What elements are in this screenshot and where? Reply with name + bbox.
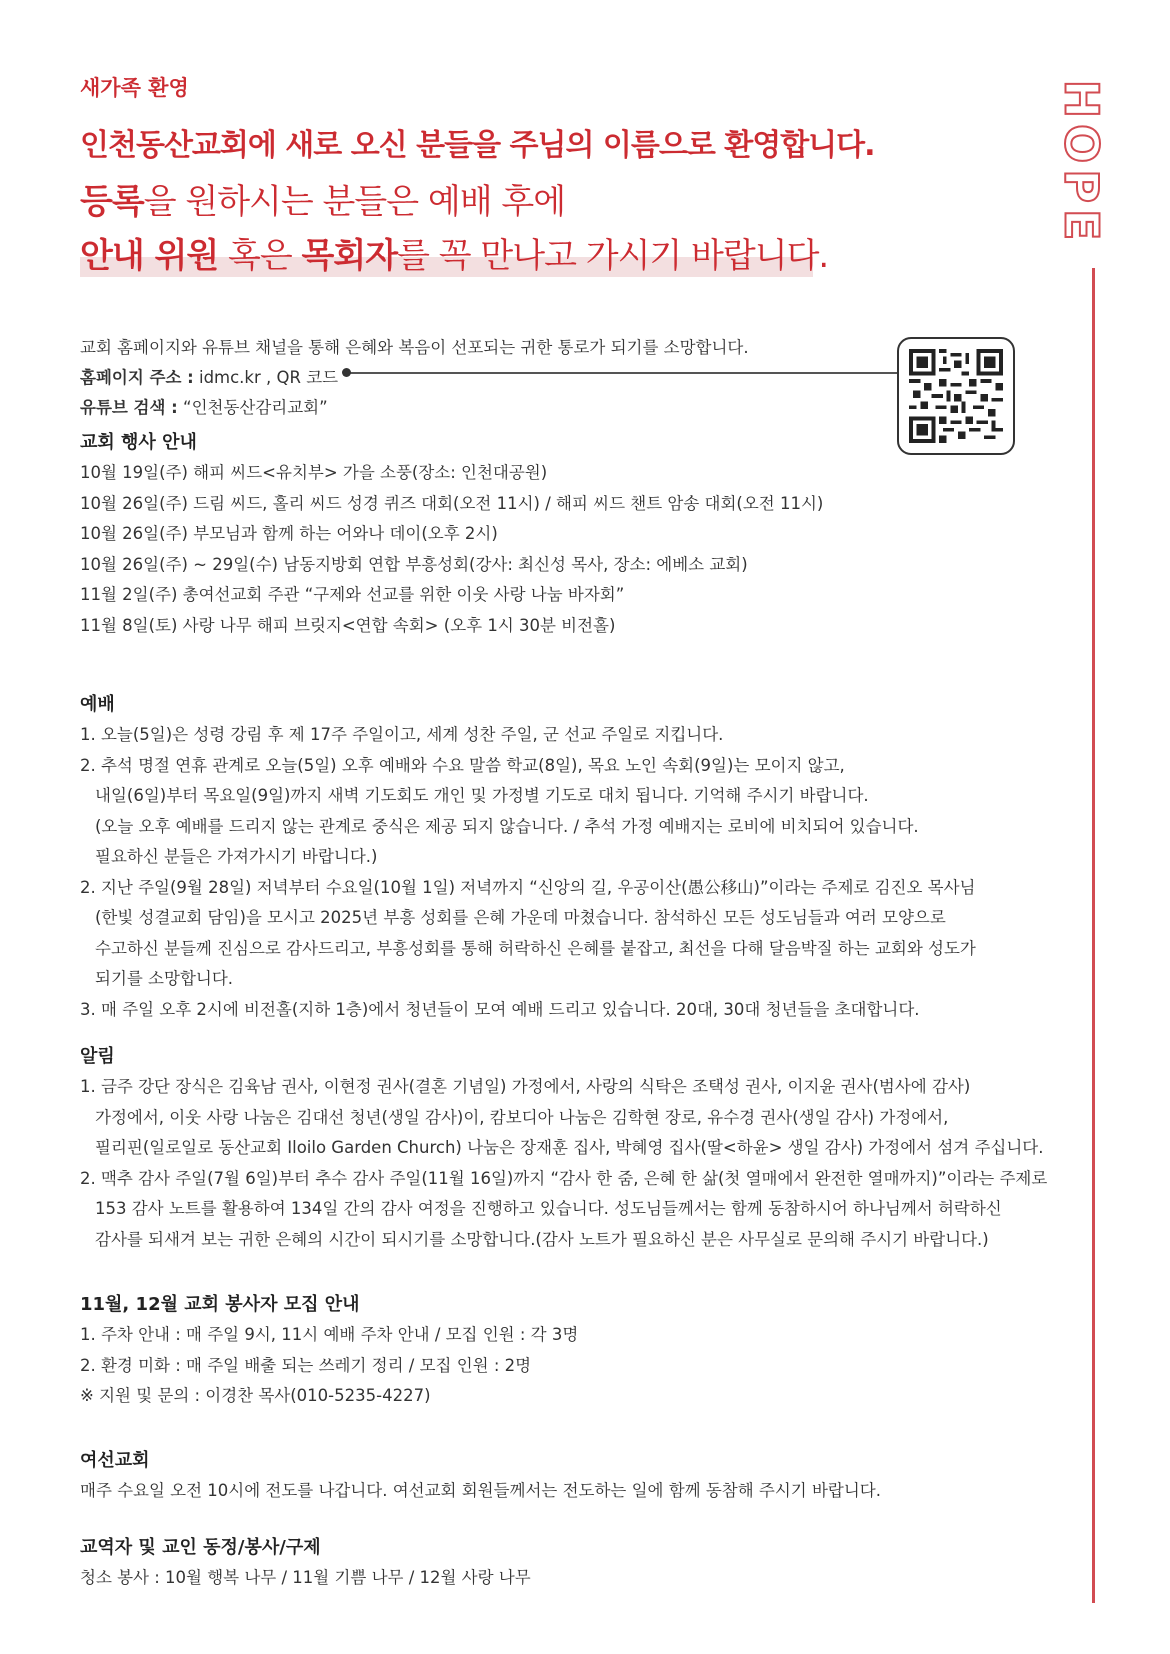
worship-line: (한빛 성결교회 담임)을 모시고 2025년 부흥 성회를 은혜 가운데 마쳤습니다. 참석하신 모든 성도님들과 여러 모양으로: [95, 908, 946, 927]
volunteer-title: 11월, 12월 교회 봉사자 모집 안내: [80, 1294, 360, 1315]
registration-rest: 을 원하시는 분들은 예배 후에: [143, 182, 566, 222]
registration-line-1: [80, 174, 565, 223]
connector-dot: [342, 368, 351, 377]
connector-text: 혹은: [218, 236, 302, 276]
notice-line: 가정에서, 이웃 사랑 나눔은 김대선 청년(생일 감사)이, 캄보디아 나눔은 김학현 장로, 유수경 권사(생일 감사) 가정에서,: [95, 1107, 949, 1127]
notice-line: 1. 금주 강단 장식은 김육남 권사, 이현정 권사(결혼 기념일) 가정에서, 사랑의 식탁은 조택성 권사, 이지윤 권사(범사에 감사): [80, 1077, 971, 1096]
side-divider-line: [1092, 268, 1095, 1603]
worship-line: 2. 지난 주일(9월 28일) 저녁부터 수요일(10월 1일) 저녁까지 “신앙의 길, 우공이산(愚公移山)”이라는 주제로 김진오 목사님: [80, 877, 976, 897]
worship-section: [80, 690, 976, 1025]
volunteer-line: 2. 환경 미화 : 매 주일 배출 되는 쓰레기 정리 / 모집 인원 : 2명: [80, 1355, 532, 1375]
service-title: 교역자 및 교인 동정/봉사/구제: [80, 1537, 321, 1558]
intro-line: 교회 홈페이지와 유튜브 채널을 통해 은혜와 복음이 선포되는 귀한 통로가 되기를 소망합니다.: [80, 338, 749, 357]
welcome-headline: 인천동산교회에 새로 오신 분들을 주님의 이름으로 환영합니다.: [80, 128, 875, 163]
registration-rest-2: 를 꼭 만나고 가시기 바랍니다.: [397, 236, 829, 276]
event-item: 10월 19일(주) 해피 씨드<유치부> 가을 소풍(장소: 인천대공원): [80, 463, 548, 482]
hope-text: HOPE: [1054, 79, 1108, 247]
event-item: 11월 8일(토) 사랑 나무 해피 브릿지<연합 속회> (오후 1시 30분 비전홀): [80, 615, 616, 635]
homepage-label: 홈페이지 주소 :: [80, 368, 194, 387]
women-mission-section: [80, 1446, 881, 1507]
homepage-value[interactable]: idmc.kr , QR 코드: [193, 368, 339, 387]
youtube-line: [80, 393, 749, 423]
events-title: 교회 행사 안내: [80, 432, 197, 453]
youtube-value: “인천동산감리교회”: [177, 398, 328, 417]
worship-line: (오늘 오후 예배를 드리지 않는 관계로 중식은 제공 되지 않습니다. / 추석 가정 예배지는 로비에 비치되어 있습니다.: [95, 816, 919, 836]
qr-code-icon: [909, 349, 1003, 443]
women-mission-title: 여선교회: [80, 1450, 150, 1471]
event-item: 10월 26일(주) 부모님과 함께 하는 어와나 데이(오후 2시): [80, 524, 498, 543]
worship-line: 수고하신 분들께 진심으로 감사드리고, 부흥성회를 통해 허락하신 은혜를 붙잡고, 최선을 다해 달음박질 하는 교회와 성도가: [95, 938, 976, 958]
notice-section: [80, 1042, 1047, 1255]
notice-line: 2. 맥추 감사 주일(7월 6일)부터 추수 감사 주일(11월 16일)까지 “감사 한 줌, 은혜 한 삶(첫 열매에서 완전한 열매까지)”이라는 주제로: [80, 1168, 1048, 1188]
notice-line: 필리핀(일로일로 동산교회 Iloilo Garden Church) 나눔은 장재훈 집사, 박혜영 집사(딸<하윤> 생일 감사) 가정에서 섬겨 주십니다.: [95, 1138, 1044, 1157]
event-item: 10월 26일(주) ~ 29일(수) 남동지방회 연합 부흥성회(강사: 최신성 목사, 장소: 에베소 교회): [80, 554, 748, 574]
volunteer-section: [80, 1290, 578, 1412]
homepage-line: [80, 363, 749, 393]
worship-line: 필요하신 분들은 가져가시기 바랍니다.): [95, 847, 378, 866]
hope-vertical-title: [1048, 78, 1114, 248]
notice-line: 감사를 되새겨 보는 귀한 은혜의 시간이 되시기를 소망합니다.(감사 노트가 필요하신 분은 사무실로 문의해 주시기 바랍니다.): [95, 1229, 989, 1249]
volunteer-line: 1. 주차 안내 : 매 주일 9시, 11시 예배 주차 안내 / 모집 인원 : 각 3명: [80, 1325, 579, 1344]
event-item: 11월 2일(주) 총여선교회 주관 “구제와 선교를 위한 이웃 사랑 나눔 바자회”: [80, 585, 625, 604]
events-section: [80, 428, 823, 641]
qr-connector-line: [346, 372, 898, 374]
usher-bold: 안내 위원: [80, 236, 219, 276]
volunteer-contact: ※ 지원 및 문의 : 이경찬 목사(010-5235-4227): [80, 1386, 431, 1405]
worship-line: 되기를 소망합니다.: [95, 969, 234, 988]
worship-title: 예배: [80, 694, 115, 715]
notice-title: 알림: [80, 1046, 115, 1067]
event-item: 10월 26일(주) 드림 씨드, 홀리 씨드 성경 퀴즈 대회(오전 11시) / 해피 씨드 챈트 암송 대회(오전 11시): [80, 493, 824, 513]
registration-line-2: [80, 228, 828, 277]
section-kicker: 새가족 환영: [80, 76, 189, 100]
notice-line: 153 감사 노트를 활용하여 134일 간의 감사 여정을 진행하고 있습니다. 성도님들께서는 함께 동참하시어 하나님께서 허락하신: [95, 1199, 1002, 1218]
worship-line: 1. 오늘(5일)은 성령 강림 후 제 17주 주일이고, 세계 성찬 주일, 군 선교 주일로 지킵니다.: [80, 725, 724, 744]
intro-block: [80, 333, 749, 423]
worship-line: 2. 추석 명절 연휴 관계로 오늘(5일) 오후 예배와 수요 말씀 학교(8일), 목요 노인 속회(9일)는 모이지 않고,: [80, 755, 845, 775]
worship-line: 내일(6일)부터 목요일(9일)까지 새벽 기도회도 개인 및 가정별 기도로 대치 됩니다. 기억해 주시기 바랍니다.: [95, 786, 869, 805]
qr-code[interactable]: [897, 337, 1015, 455]
service-section: [80, 1533, 531, 1594]
pastor-bold: 목회자: [301, 236, 398, 276]
service-line: 청소 봉사 : 10월 행복 나무 / 11월 기쁨 나무 / 12월 사랑 나무: [80, 1568, 531, 1587]
worship-line: 3. 매 주일 오후 2시에 비전홀(지하 1층)에서 청년들이 모여 예배 드리고 있습니다. 20대, 30대 청년들을 초대합니다.: [80, 999, 920, 1019]
women-mission-line: 매주 수요일 오전 10시에 전도를 나갑니다. 여선교회 회원들께서는 전도하는 일에 함께 동참해 주시기 바랍니다.: [80, 1481, 881, 1500]
youtube-label: 유튜브 검색 :: [80, 398, 178, 417]
registration-bold: 등록: [80, 182, 144, 222]
